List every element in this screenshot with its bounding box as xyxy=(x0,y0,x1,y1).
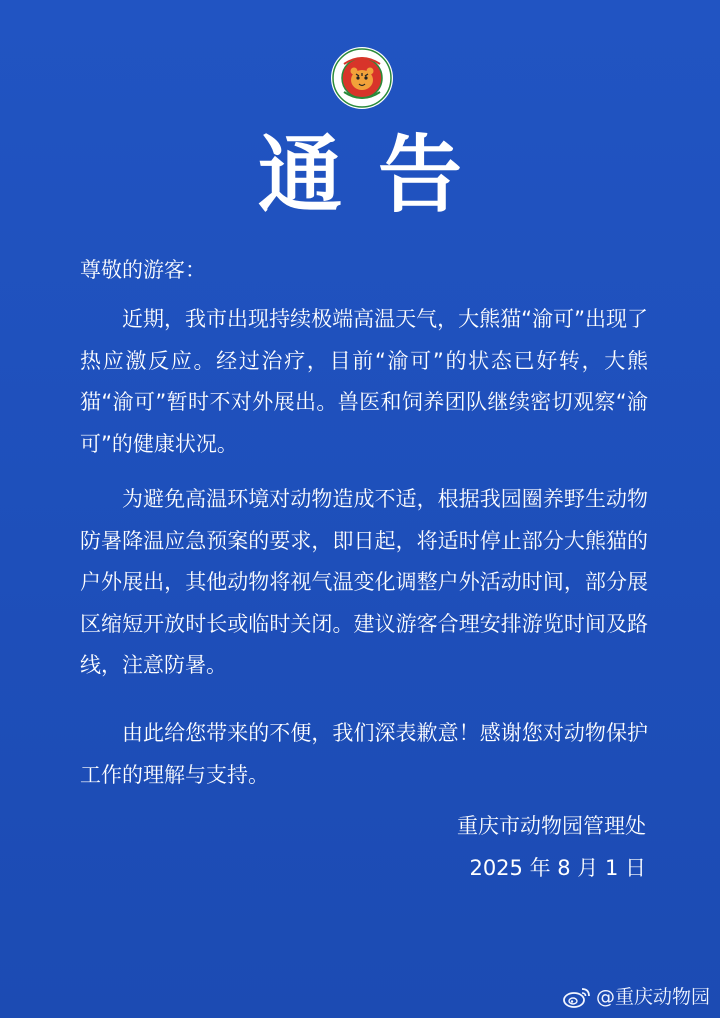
weibo-watermark xyxy=(562,984,710,1010)
signer: 重庆市动物园管理处 xyxy=(457,814,646,838)
paragraph-outdoor-adjustment: 为避免高温环境对动物造成不适，根据我园圈养野生动物防暑降温应急预案的要求，即日起，将适时停止部分大熊猫的户外展出，其他动物将视气温变化调整户外活动时间，部分展区缩短开放时长或临时关闭。建议游客合理安排游览时间及路线，注意防暑。 xyxy=(80,487,648,677)
notice-date: 2025 年 8 月 1 日 xyxy=(469,856,646,880)
notice-title: 通告 xyxy=(257,126,498,224)
paragraph-heat-stress: 近期，我市出现持续极端高温天气，大熊猫“渝可”出现了热应激反应。经过治疗，目前“渝可”的状态已好转，大熊猫“渝可”暂时不对外展出。兽医和饲养团队继续密切观察“渝可”的健康状况。 xyxy=(80,307,648,456)
weibo-handle: @重庆动物园 xyxy=(595,986,710,1008)
weibo-icon xyxy=(562,985,592,1009)
salutation: 尊敬的游客： xyxy=(80,258,206,282)
zoo-emblem-icon xyxy=(330,46,394,110)
paragraph-apology: 由此给您带来的不便，我们深表歉意！感谢您对动物保护工作的理解与支持。 xyxy=(80,721,648,787)
